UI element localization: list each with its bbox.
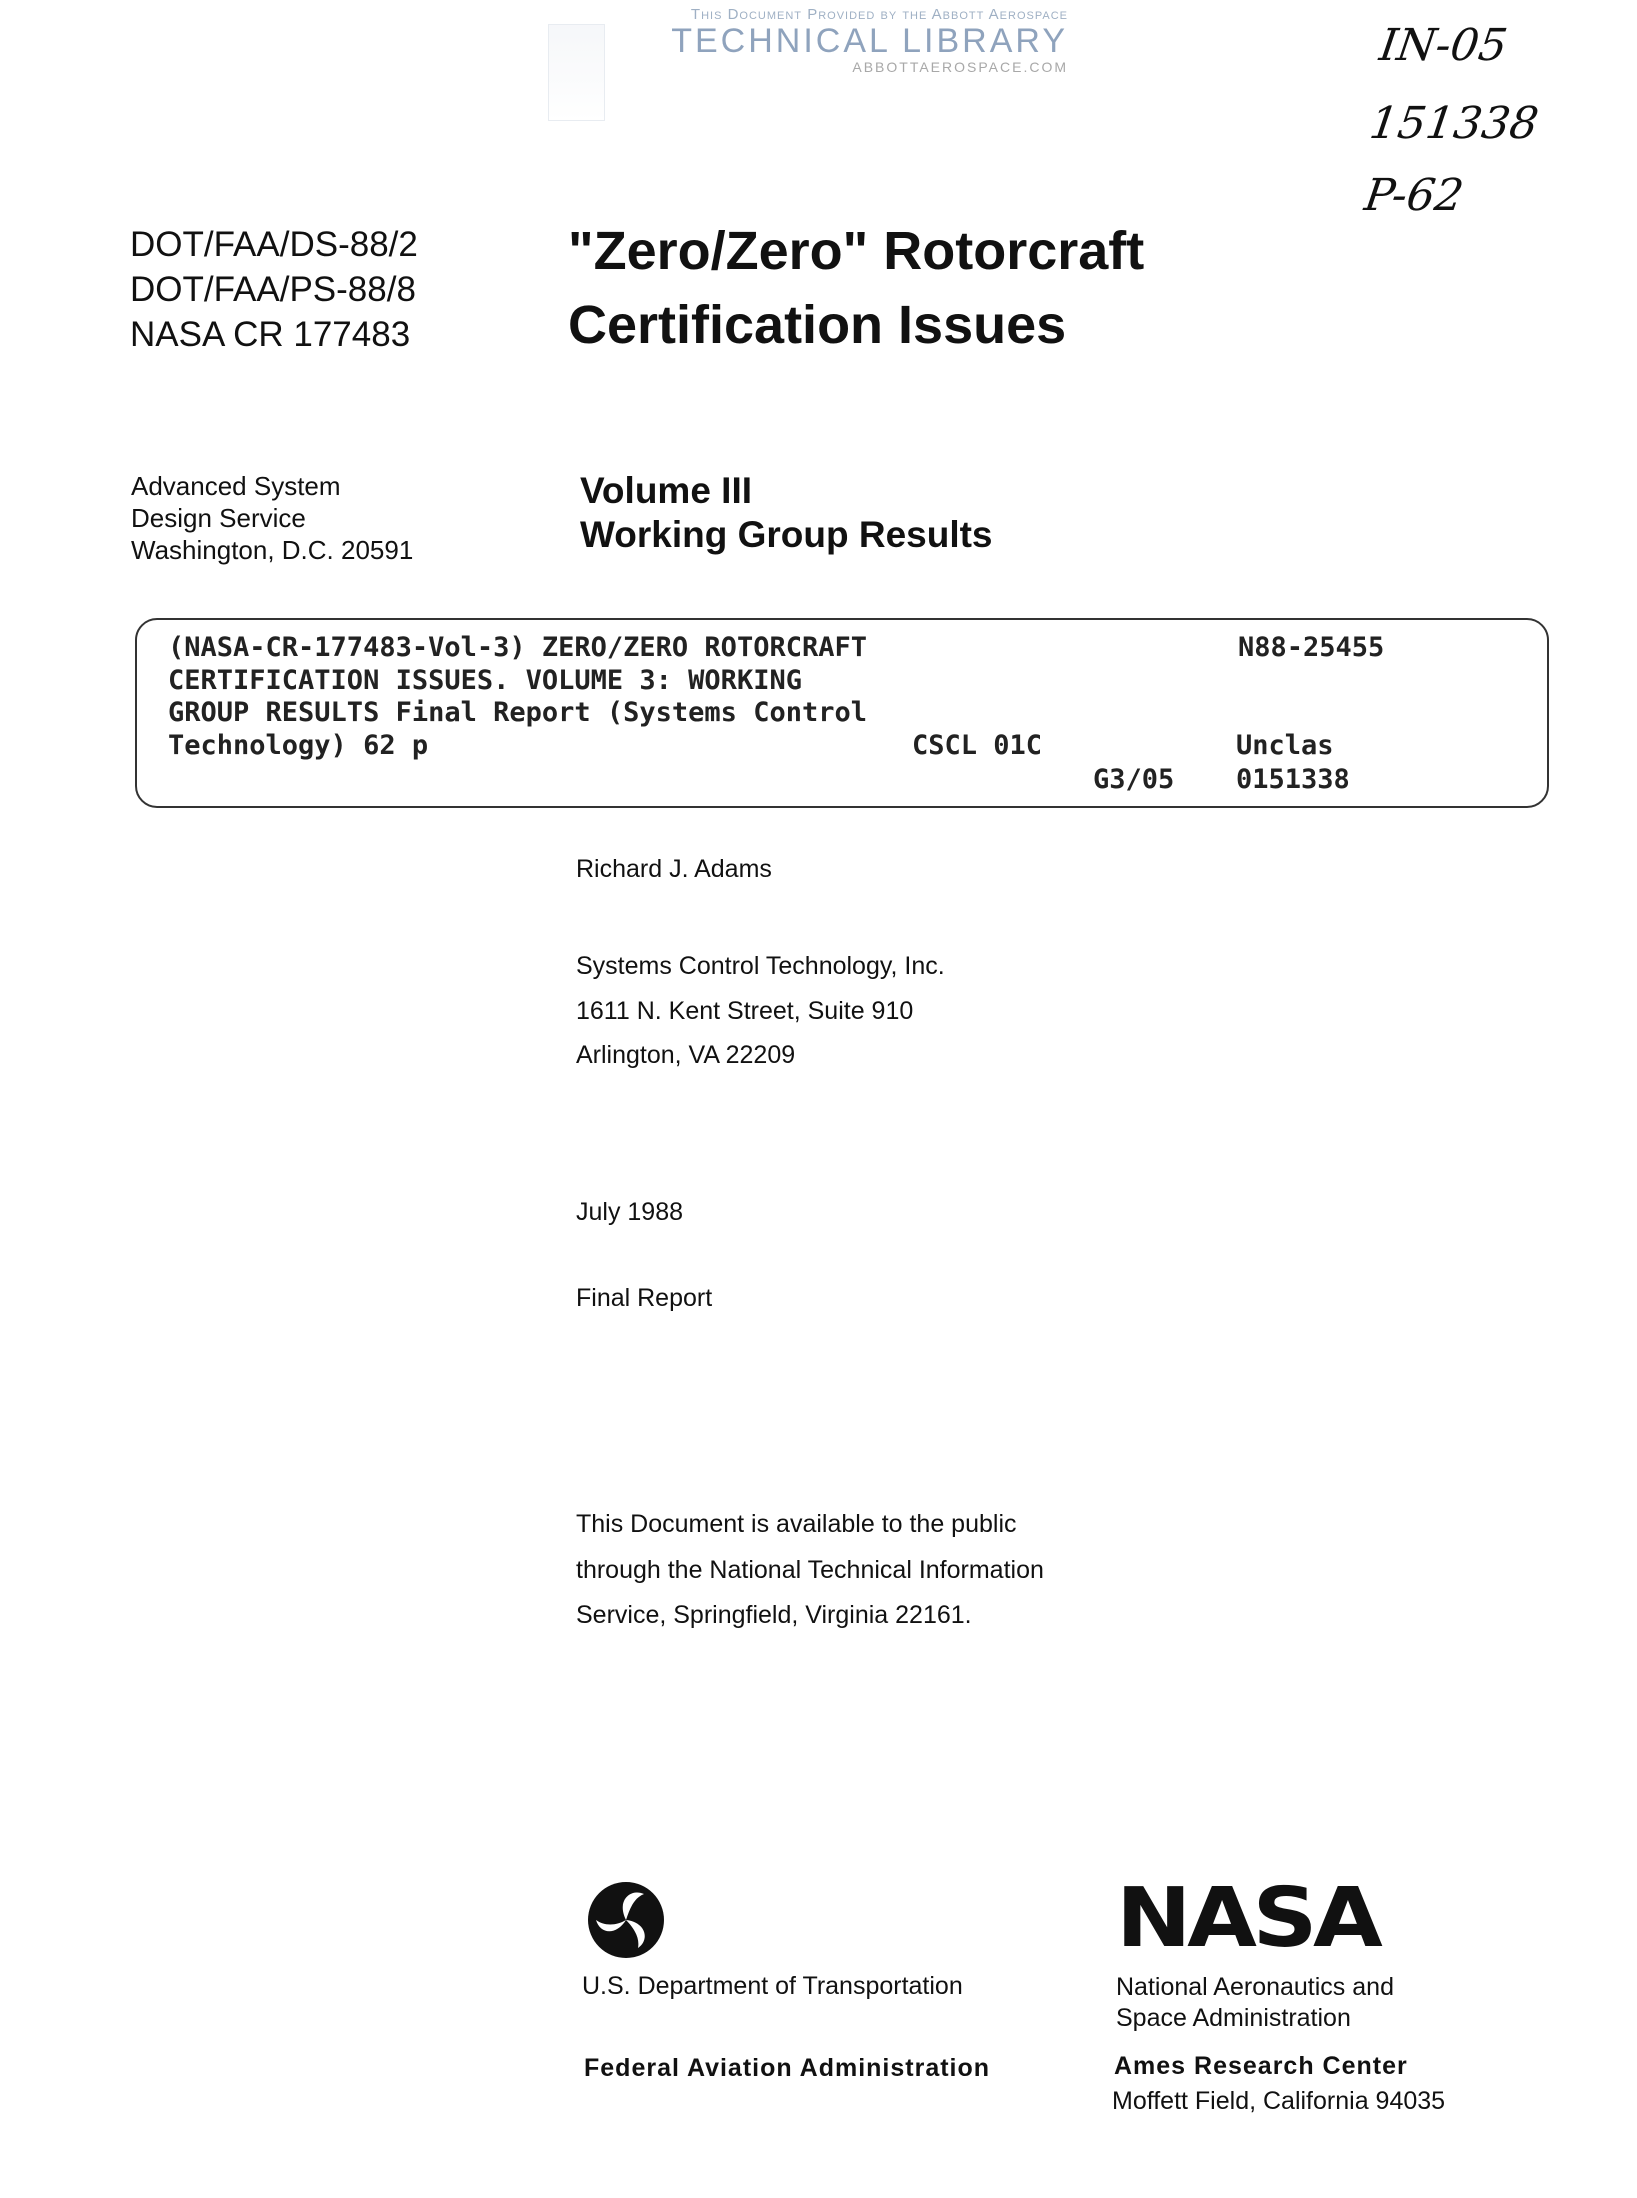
volume-subtitle: Working Group Results — [580, 514, 993, 555]
volume-number: Volume III — [580, 470, 753, 511]
sponsor-line: Washington, D.C. 20591 — [131, 535, 414, 565]
dot-name: U.S. Department of Transportation — [582, 1972, 963, 2000]
faa-name: Federal Aviation Administration — [584, 2054, 991, 2082]
watermark-line3: ABBOTTAEROSPACE.COM — [852, 59, 1068, 75]
address-line: Arlington, VA 22209 — [576, 1041, 796, 1069]
library-logo-icon — [548, 24, 605, 121]
report-type: Final Report — [576, 1284, 713, 1312]
nasa-name — [1116, 1972, 1394, 2034]
availability-line: This Document is available to the public — [576, 1510, 1017, 1538]
dot-logo-icon — [586, 1880, 666, 1960]
address-line: Systems Control Technology, Inc. — [576, 952, 945, 980]
watermark — [548, 6, 1068, 75]
nasa-logo: NASA — [1116, 1871, 1379, 1966]
catalog-text — [168, 632, 867, 762]
doc-number: DOT/FAA/PS-88/8 — [130, 270, 416, 309]
volume-title — [580, 469, 993, 557]
title-line: Certification Issues — [568, 295, 1067, 355]
title-line: "Zero/Zero" Rotorcraft — [568, 221, 1145, 281]
sponsor-line: Advanced System — [131, 471, 341, 501]
availability-line: Service, Springfield, Virginia 22161. — [576, 1601, 972, 1629]
availability-line: through the National Technical Information — [576, 1555, 1044, 1584]
ames-location: Moffett Field, California 94035 — [1112, 2087, 1446, 2115]
handwritten-number: 151338 — [1366, 98, 1542, 149]
handwritten-category: IN-05 — [1376, 20, 1511, 71]
catalog-line: GROUP RESULTS Final Report (Systems Control — [168, 697, 867, 728]
author-address — [576, 944, 945, 1078]
catalog-line: Technology) 62 p — [168, 729, 429, 761]
catalog-line: CERTIFICATION ISSUES. VOLUME 3: WORKING — [168, 664, 802, 696]
cscl-code: CSCL 01C — [912, 730, 1043, 761]
doc-number: NASA CR 177483 — [130, 315, 411, 354]
doc-number: DOT/FAA/DS-88/2 — [130, 225, 418, 264]
availability-statement — [576, 1502, 1044, 1639]
author: Richard J. Adams — [576, 855, 772, 883]
page-title — [568, 214, 1144, 362]
document-numbers — [130, 222, 418, 357]
handwritten-pages: P-62 — [1361, 170, 1467, 221]
address-line: 1611 N. Kent Street, Suite 910 — [576, 996, 914, 1025]
watermark-line1: This Document Provided by the Abbott Aerospace — [690, 6, 1068, 23]
sponsor-line: Design Service — [131, 503, 306, 533]
sponsor-organization — [131, 470, 413, 566]
nasa-name-line: National Aeronautics and — [1116, 1973, 1394, 2001]
ames-center: Ames Research Center — [1114, 2052, 1408, 2080]
catalog-line: (NASA-CR-177483-Vol-3) ZERO/ZERO ROTORCRAFT — [168, 632, 867, 663]
document-id: 0151338 — [1236, 764, 1350, 795]
nasa-name-line: Space Administration — [1116, 2004, 1351, 2032]
watermark-line2: TECHNICAL LIBRARY — [671, 22, 1068, 60]
classification: Unclas — [1236, 730, 1334, 761]
accession-number: N88-25455 — [1238, 632, 1385, 663]
category-code: G3/05 — [1093, 764, 1175, 795]
report-date: July 1988 — [576, 1198, 684, 1226]
